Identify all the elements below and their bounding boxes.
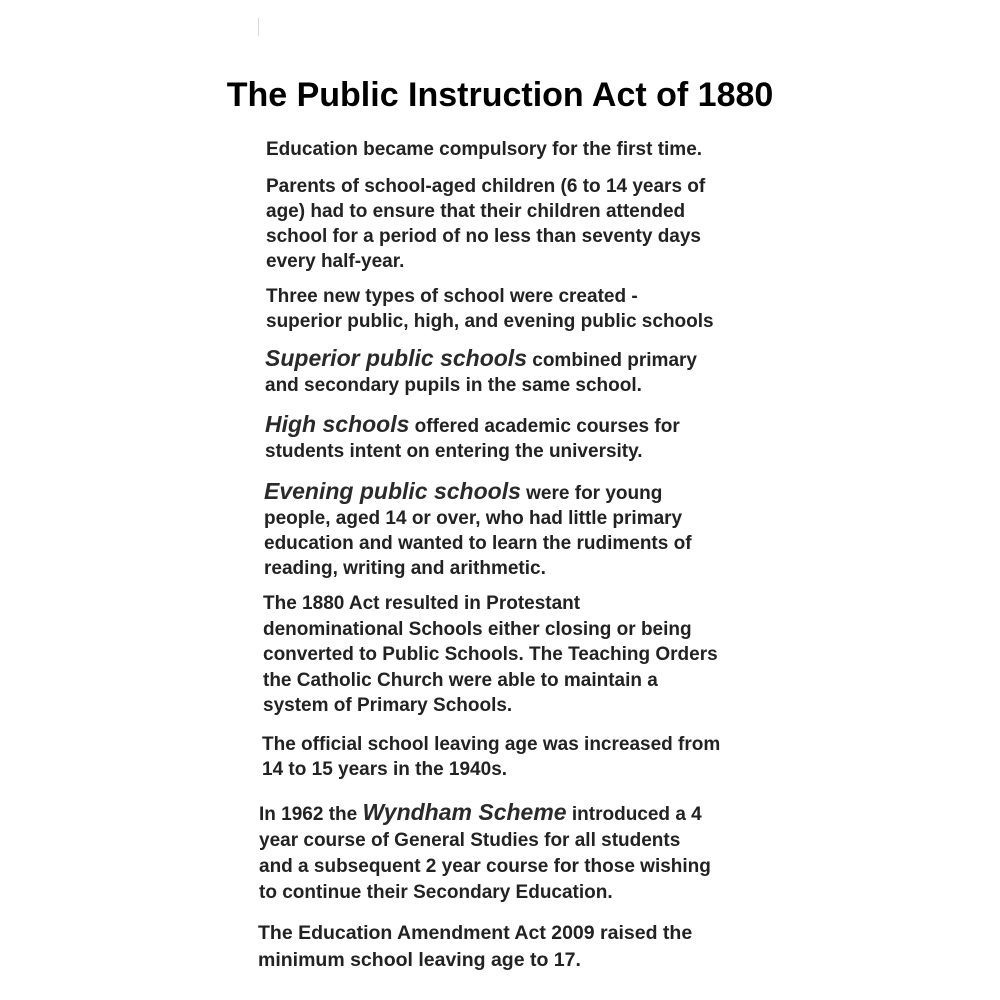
text-line: denominational Schools either closing or being	[263, 618, 692, 640]
text-line: 14 to 15 years in the 1940s.	[262, 759, 508, 780]
text-line: and a subsequent 2 year course for those wishing	[259, 856, 711, 877]
text-run: introduced a 4	[566, 804, 702, 825]
text-line	[265, 346, 697, 373]
paragraph-1880-act-result	[263, 591, 718, 719]
text-line: reading, writing and arithmetic.	[264, 558, 546, 579]
text-line: education and wanted to learn the rudiments of	[264, 533, 692, 554]
text-run: combined primary	[526, 350, 697, 371]
text-line: age) had to ensure that their children attended	[266, 201, 686, 222]
text-run: offered academic courses for	[409, 416, 680, 437]
text-line: system of Primary Schools.	[263, 695, 513, 716]
text-line	[259, 799, 711, 828]
paragraph-school-types	[266, 284, 714, 334]
scan-mark	[258, 18, 259, 36]
emphasis-term: Superior public schools	[265, 345, 527, 371]
text-run: In 1962 the	[259, 804, 363, 825]
emphasis-term: Wyndham Scheme	[362, 799, 567, 825]
paragraph-superior-public	[265, 346, 697, 398]
text-line	[265, 412, 680, 439]
text-line	[264, 479, 692, 506]
text-line: year course of General Studies for all students	[259, 830, 681, 851]
paragraph-wyndham-scheme	[259, 799, 711, 906]
paragraph-amendment-2009	[258, 920, 692, 974]
text-line: The official school leaving age was increased from	[262, 734, 721, 755]
paragraph-evening-public	[264, 479, 692, 581]
paragraph-high-schools	[265, 412, 680, 464]
text-line: converted to Public Schools. The Teaching Orders	[263, 644, 718, 665]
text-line: minimum school leaving age to 17.	[258, 949, 581, 971]
text-run: were for young	[520, 483, 663, 504]
emphasis-term: Evening public schools	[264, 478, 521, 504]
paragraph-compulsory	[266, 137, 702, 162]
emphasis-term: High schools	[265, 411, 410, 437]
text-line: The 1880 Act resulted in Protestant	[263, 593, 581, 614]
text-line: students intent on entering the university.	[265, 441, 643, 462]
text-line: Education became compulsory for the first time.	[266, 139, 703, 160]
text-line: the Catholic Church were able to maintain a	[263, 669, 658, 691]
text-line: superior public, high, and evening public schools	[266, 311, 714, 332]
text-line: every half-year.	[266, 251, 405, 272]
text-line: to continue their Secondary Education.	[259, 882, 613, 903]
paragraph-leaving-age-1940s	[262, 732, 720, 782]
page-title: The Public Instruction Act of 1880	[226, 76, 774, 114]
text-line: school for a period of no less than seventy days	[266, 226, 701, 247]
text-line: Parents of school-aged children (6 to 14 years of	[266, 176, 706, 197]
text-line: Three new types of school were created -	[266, 286, 638, 307]
text-line: and secondary pupils in the same school.	[265, 375, 642, 396]
text-line: The Education Amendment Act 2009 raised the	[258, 922, 693, 944]
paragraph-attendance	[266, 174, 705, 274]
text-line: people, aged 14 or over, who had little primary	[264, 508, 683, 529]
